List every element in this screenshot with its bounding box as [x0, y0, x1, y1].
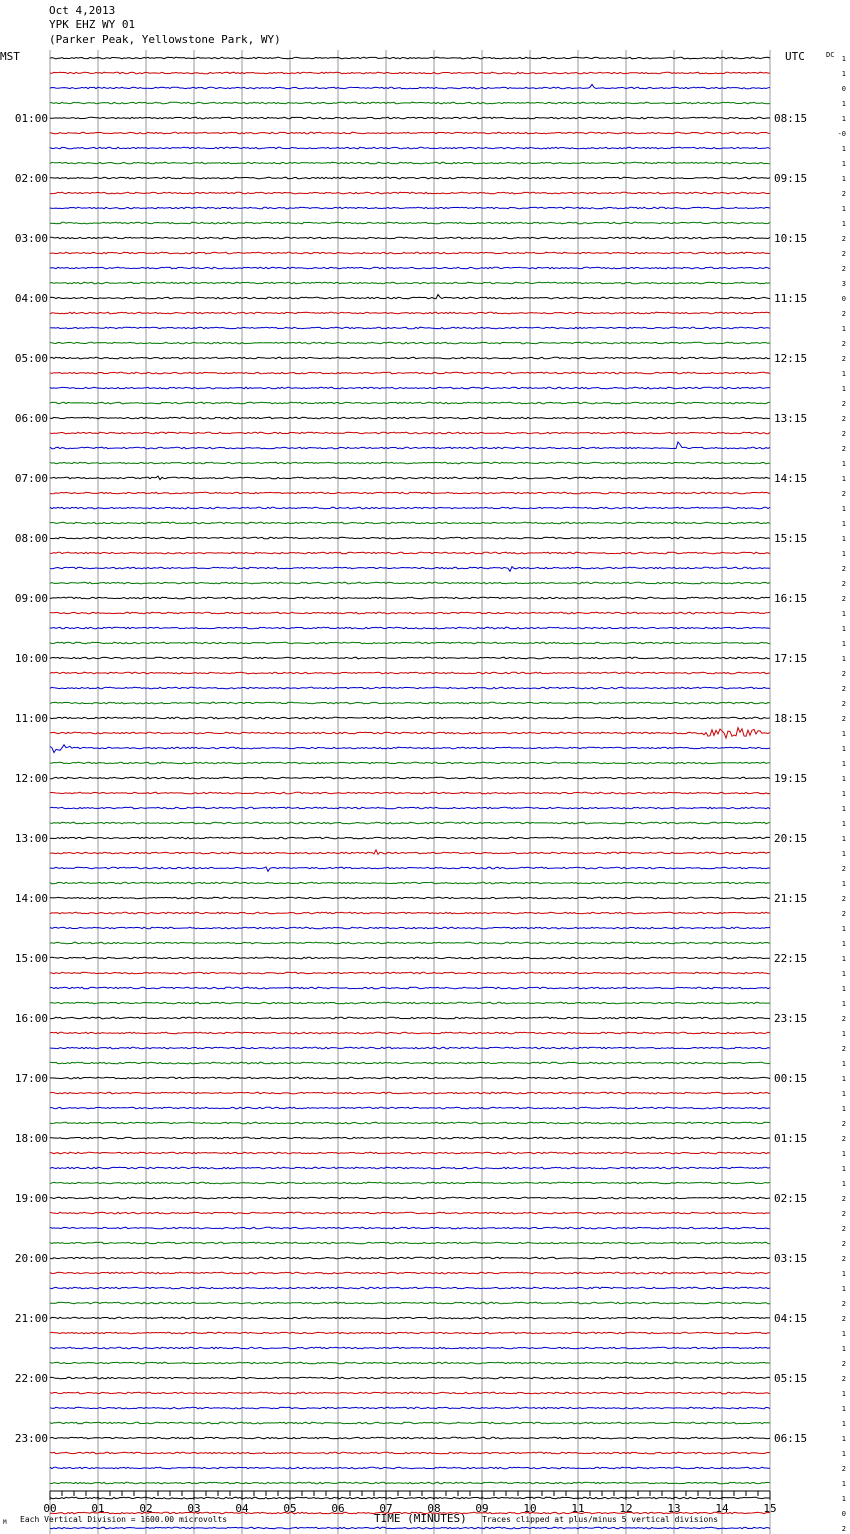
dc-offset-label: 1: [841, 505, 846, 513]
dc-offset-label: 2: [841, 1045, 846, 1053]
x-tick-label: 06: [331, 1502, 345, 1515]
dc-offset-label: 1: [841, 70, 846, 78]
trace-line: [50, 417, 770, 419]
trace-line: [50, 642, 770, 644]
trace-line: [50, 1437, 770, 1439]
trace-line: [50, 1242, 770, 1244]
hour-label-mst: 03:00: [14, 232, 48, 245]
trace-line: [50, 1167, 770, 1169]
dc-offset-label: 1: [841, 985, 846, 993]
dc-offset-label: 1: [841, 175, 846, 183]
hour-label-mst: 06:00: [14, 412, 48, 425]
hour-label-utc: 03:15: [774, 1252, 808, 1265]
hour-label-utc: 12:15: [774, 352, 808, 365]
dc-offset-label: 0: [841, 85, 846, 93]
trace-line: [50, 117, 770, 119]
dc-offset-label: 1: [841, 1345, 846, 1353]
dc-offset-label: 1: [841, 640, 846, 648]
hour-label-mst: 12:00: [14, 772, 48, 785]
dc-offset-label: 1: [841, 325, 846, 333]
dc-offset-label: 1: [841, 820, 846, 828]
hour-label-utc: 21:15: [774, 892, 808, 905]
trace-line: [50, 492, 770, 494]
trace-line: [50, 1062, 770, 1064]
dc-offset-label: 0: [841, 295, 846, 303]
dc-offset-label: 1: [841, 475, 846, 483]
dc-offset-label: 1: [841, 385, 846, 393]
hour-label-mst: 05:00: [14, 352, 48, 365]
right-timezone-label: UTC: [785, 50, 805, 63]
trace-line: [50, 582, 770, 584]
dc-offset-label: 1: [841, 625, 846, 633]
hour-label-utc: 09:15: [774, 172, 808, 185]
x-tick-label: 04: [235, 1502, 249, 1515]
trace-line: [50, 147, 770, 149]
x-axis-title: TIME (MINUTES): [374, 1512, 467, 1525]
dc-offset-label: 1: [841, 1420, 846, 1428]
trace-line: [50, 1287, 770, 1289]
x-tick-label: 07: [379, 1502, 393, 1515]
trace-line: [50, 342, 770, 344]
hour-label-utc: 05:15: [774, 1372, 808, 1385]
trace-line: [50, 267, 770, 269]
dc-offset-label: 1: [841, 1330, 846, 1338]
dc-offset-label: 2: [841, 1255, 846, 1263]
dc-offset-label: 2: [841, 490, 846, 498]
dc-offset-label: 2: [841, 1525, 846, 1533]
dc-offset-label: 1: [841, 1150, 846, 1158]
hour-label-utc: 16:15: [774, 592, 808, 605]
hour-label-mst: 16:00: [14, 1012, 48, 1025]
dc-offset-label: 2: [841, 1135, 846, 1143]
trace-line: [50, 72, 770, 74]
trace-line: [50, 792, 770, 794]
trace-line: [50, 387, 770, 389]
dc-offset-label: 1: [841, 1180, 846, 1188]
trace-line: [50, 1482, 770, 1484]
trace-line: [50, 1497, 770, 1499]
trace-line: [50, 207, 770, 209]
hour-label-utc: 01:15: [774, 1132, 808, 1145]
dc-offset-label: 2: [841, 235, 846, 243]
hour-label-utc: 22:15: [774, 952, 808, 965]
trace-line: [50, 552, 770, 554]
trace-line: [50, 1422, 770, 1424]
trace-line: [50, 192, 770, 194]
trace-line: [50, 1032, 770, 1034]
trace-line: [50, 442, 770, 449]
trace-line: [50, 1107, 770, 1109]
trace-line: [50, 987, 770, 989]
trace-line: [50, 942, 770, 944]
x-tick-label: 11: [571, 1502, 585, 1515]
trace-line: [50, 177, 770, 179]
dc-offset-label: 1: [841, 610, 846, 618]
location-label: (Parker Peak, Yellowstone Park, WY): [49, 33, 281, 46]
dc-offset-label: 2: [841, 1375, 846, 1383]
dc-offset-label: 2: [841, 1360, 846, 1368]
trace-line: [50, 807, 770, 809]
x-tick-label: 12: [619, 1502, 633, 1515]
dc-offset-label: 2: [841, 580, 846, 588]
trace-line: [50, 252, 770, 254]
trace-line: [50, 1152, 770, 1154]
trace-line: [50, 1002, 770, 1004]
trace-line: [50, 657, 770, 659]
dc-offset-label: 1: [841, 1075, 846, 1083]
dc-offset-label: 2: [841, 910, 846, 918]
dc-offset-label: 1: [841, 460, 846, 468]
hour-label-utc: 20:15: [774, 832, 808, 845]
trace-group: [50, 57, 770, 1534]
dc-offset-label: 2: [841, 1195, 846, 1203]
dc-offset-label: 1: [841, 1285, 846, 1293]
hour-label-mst: 23:00: [14, 1432, 48, 1445]
dc-offset-label: 1: [841, 145, 846, 153]
trace-line: [50, 1527, 770, 1529]
hour-label-mst: 22:00: [14, 1372, 48, 1385]
trace-line: [50, 612, 770, 614]
dc-offset-label: 2: [841, 700, 846, 708]
dc-offset-label: 1: [841, 790, 846, 798]
hour-label-utc: 13:15: [774, 412, 808, 425]
hour-label-mst: 14:00: [14, 892, 48, 905]
trace-line: [50, 702, 770, 704]
dc-offset-labels: [838, 55, 846, 1534]
trace-line: [50, 295, 770, 299]
hour-label-mst: 21:00: [14, 1312, 48, 1325]
dc-offset-label: 1: [841, 880, 846, 888]
dc-offset-label: 1: [841, 370, 846, 378]
trace-line: [50, 972, 770, 974]
trace-line: [50, 357, 770, 359]
hour-label-utc: 06:15: [774, 1432, 808, 1445]
x-tick-label: 15: [763, 1502, 777, 1515]
hour-label-utc: 08:15: [774, 112, 808, 125]
dc-offset-label: 2: [841, 685, 846, 693]
corner-mark: M: [3, 1519, 7, 1526]
trace-line: [50, 1272, 770, 1274]
dc-offset-label: 1: [841, 925, 846, 933]
trace-line: [50, 132, 770, 134]
dc-offset-label: 2: [841, 1210, 846, 1218]
dc-offset-label: 2: [841, 670, 846, 678]
dc-offset-label: 1: [841, 1390, 846, 1398]
trace-line: [50, 312, 770, 314]
hour-label-mst: 07:00: [14, 472, 48, 485]
trace-line: [50, 597, 770, 599]
trace-line: [50, 1362, 770, 1364]
hour-label-mst: 20:00: [14, 1252, 48, 1265]
trace-line: [50, 1122, 770, 1124]
trace-line: [50, 912, 770, 914]
dc-offset-label: 1: [841, 1495, 846, 1503]
trace-line: [50, 1452, 770, 1454]
dc-offset-label: 1: [841, 835, 846, 843]
date-label: Oct 4,2013: [49, 4, 116, 17]
dc-offset-label: 2: [841, 895, 846, 903]
hour-label-mst: 13:00: [14, 832, 48, 845]
trace-line: [50, 1047, 770, 1049]
dc-offset-label: 1: [841, 1105, 846, 1113]
x-tick-label: 02: [139, 1502, 153, 1515]
trace-line: [50, 1317, 770, 1319]
trace-line: [50, 867, 770, 871]
hour-label-mst: 19:00: [14, 1192, 48, 1205]
hour-label-mst: 09:00: [14, 592, 48, 605]
dc-offset-label: 2: [841, 400, 846, 408]
trace-line: [50, 1377, 770, 1379]
trace-line: [50, 1302, 770, 1304]
x-tick-label: 05: [283, 1502, 297, 1515]
x-tick-label: 00: [43, 1502, 57, 1515]
x-tick-label: 13: [667, 1502, 681, 1515]
hour-label-utc: 02:15: [774, 1192, 808, 1205]
trace-line: [50, 927, 770, 929]
hour-label-utc: 19:15: [774, 772, 808, 785]
x-tick-label: 08: [427, 1502, 441, 1515]
dc-offset-label: 1: [841, 1030, 846, 1038]
trace-line: [50, 897, 770, 899]
trace-line: [50, 237, 770, 239]
hour-label-utc: 17:15: [774, 652, 808, 665]
dc-offset-label: 2: [841, 865, 846, 873]
dc-offset-label: 2: [841, 310, 846, 318]
dc-offset-label: 1: [841, 1000, 846, 1008]
trace-line: [50, 432, 770, 434]
trace-line: [50, 1392, 770, 1394]
time-grid: [50, 50, 770, 1534]
dc-offset-label: 1: [841, 805, 846, 813]
left-timezone-label: MST: [0, 50, 20, 63]
dc-offset-label: 2: [841, 340, 846, 348]
trace-line: [50, 957, 770, 959]
hour-label-utc: 04:15: [774, 1312, 808, 1325]
trace-line: [50, 102, 770, 104]
trace-line: [50, 687, 770, 689]
hour-label-utc: 14:15: [774, 472, 808, 485]
trace-line: [50, 1227, 770, 1229]
hour-label-mst: 08:00: [14, 532, 48, 545]
trace-line: [50, 507, 770, 509]
trace-line: [50, 84, 770, 88]
dc-offset-label: 1: [841, 970, 846, 978]
clip-note: Traces clipped at plus/minus 5 vertical divisions: [482, 1515, 719, 1524]
scale-note: Each Vertical Division = 1600.00 microvolts: [20, 1515, 228, 1524]
dc-offset-label: 2: [841, 355, 846, 363]
trace-line: [50, 57, 770, 59]
trace-line: [50, 537, 770, 539]
dc-offset-label: 1: [841, 955, 846, 963]
dc-offset-label: 1: [841, 1435, 846, 1443]
dc-offset-label: 2: [841, 445, 846, 453]
hour-label-mst: 10:00: [14, 652, 48, 665]
dc-offset-label: 1: [841, 550, 846, 558]
trace-line: [50, 462, 770, 464]
trace-line: [50, 745, 770, 753]
hour-label-mst: 04:00: [14, 292, 48, 305]
dc-offset-label: 1: [841, 1165, 846, 1173]
dc-offset-label: 2: [841, 190, 846, 198]
trace-line: [50, 476, 770, 480]
dc-offset-label: 3: [841, 280, 846, 288]
trace-line: [50, 1017, 770, 1019]
hour-label-utc: 15:15: [774, 532, 808, 545]
trace-line: [50, 627, 770, 629]
trace-line: [50, 1182, 770, 1184]
trace-line: [50, 1257, 770, 1259]
dc-offset-label: 1: [841, 1405, 846, 1413]
dc-offset-label: 2: [841, 715, 846, 723]
dc-offset-label: 1: [841, 745, 846, 753]
dc-offset-label: 1: [841, 730, 846, 738]
trace-line: [50, 777, 770, 779]
dc-offset-label: 1: [841, 100, 846, 108]
dc-offset-label: 2: [841, 1300, 846, 1308]
dc-offset-label: 1: [841, 850, 846, 858]
trace-line: [50, 672, 770, 674]
dc-offset-label: 2: [841, 1225, 846, 1233]
hour-label-utc: 00:15: [774, 1072, 808, 1085]
trace-line: [50, 1077, 770, 1079]
trace-line: [50, 1137, 770, 1139]
dc-offset-label: 1: [841, 535, 846, 543]
dc-offset-label: -0: [837, 130, 846, 138]
hour-label-utc: 11:15: [774, 292, 808, 305]
hour-label-utc: 23:15: [774, 1012, 808, 1025]
dc-offset-label: 1: [841, 760, 846, 768]
trace-line: [50, 1407, 770, 1409]
dc-offset-label: 1: [841, 775, 846, 783]
trace-line: [50, 1347, 770, 1349]
dc-offset-label: 2: [841, 415, 846, 423]
trace-line: [50, 162, 770, 164]
dc-offset-label: 1: [841, 220, 846, 228]
dc-offset-label: 1: [841, 1480, 846, 1488]
dc-offset-label: 2: [841, 595, 846, 603]
trace-line: [50, 717, 770, 719]
dc-offset-label: 2: [841, 1465, 846, 1473]
dc-offset-label: 1: [841, 160, 846, 168]
dc-offset-label: 1: [841, 115, 846, 123]
dc-offset-label: 2: [841, 1315, 846, 1323]
dc-offset-label: 1: [841, 655, 846, 663]
trace-line: [50, 822, 770, 824]
trace-line: [50, 567, 770, 572]
trace-line: [50, 837, 770, 839]
trace-line: [50, 222, 770, 224]
x-tick-label: 10: [523, 1502, 537, 1515]
station-label: YPK EHZ WY 01: [49, 18, 136, 31]
dc-offset-label: 1: [841, 1450, 846, 1458]
hour-label-utc: 10:15: [774, 232, 808, 245]
trace-line: [50, 402, 770, 404]
trace-line: [50, 1092, 770, 1094]
trace-line: [50, 1212, 770, 1214]
hour-label-mst: 02:00: [14, 172, 48, 185]
hour-label-mst: 15:00: [14, 952, 48, 965]
dc-offset-label: 2: [841, 1015, 846, 1023]
hour-label-utc: 18:15: [774, 712, 808, 725]
dc-offset-label: 1: [841, 55, 846, 63]
hour-label-mst: 01:00: [14, 112, 48, 125]
hour-label-mst: 18:00: [14, 1132, 48, 1145]
x-tick-label: 03: [187, 1502, 201, 1515]
trace-line: [50, 1467, 770, 1469]
trace-line: [50, 372, 770, 374]
hour-label-mst: 11:00: [14, 712, 48, 725]
x-tick-label: 09: [475, 1502, 489, 1515]
dc-offset-label: 1: [841, 940, 846, 948]
dc-offset-label: 1: [841, 520, 846, 528]
trace-line: [50, 850, 770, 854]
x-tick-label: 01: [91, 1502, 105, 1515]
trace-line: [50, 1332, 770, 1334]
x-tick-label: 14: [715, 1502, 729, 1515]
dc-offset-label: 2: [841, 430, 846, 438]
dc-offset-label: 2: [841, 1240, 846, 1248]
dc-offset-label: 0: [841, 1510, 846, 1518]
trace-line: [50, 882, 770, 884]
dc-header-label: DC: [826, 51, 835, 59]
trace-line: [50, 1197, 770, 1199]
dc-offset-label: 1: [841, 1270, 846, 1278]
dc-offset-label: 2: [841, 250, 846, 258]
dc-offset-label: 2: [841, 1120, 846, 1128]
dc-offset-label: 1: [841, 1090, 846, 1098]
hour-label-mst: 17:00: [14, 1072, 48, 1085]
dc-offset-label: 1: [841, 1060, 846, 1068]
trace-line: [50, 282, 770, 284]
trace-line: [50, 728, 770, 738]
dc-offset-label: 2: [841, 565, 846, 573]
trace-line: [50, 762, 770, 764]
dc-offset-label: 2: [841, 265, 846, 273]
dc-offset-label: 1: [841, 205, 846, 213]
trace-line: [50, 327, 770, 329]
trace-line: [50, 522, 770, 524]
